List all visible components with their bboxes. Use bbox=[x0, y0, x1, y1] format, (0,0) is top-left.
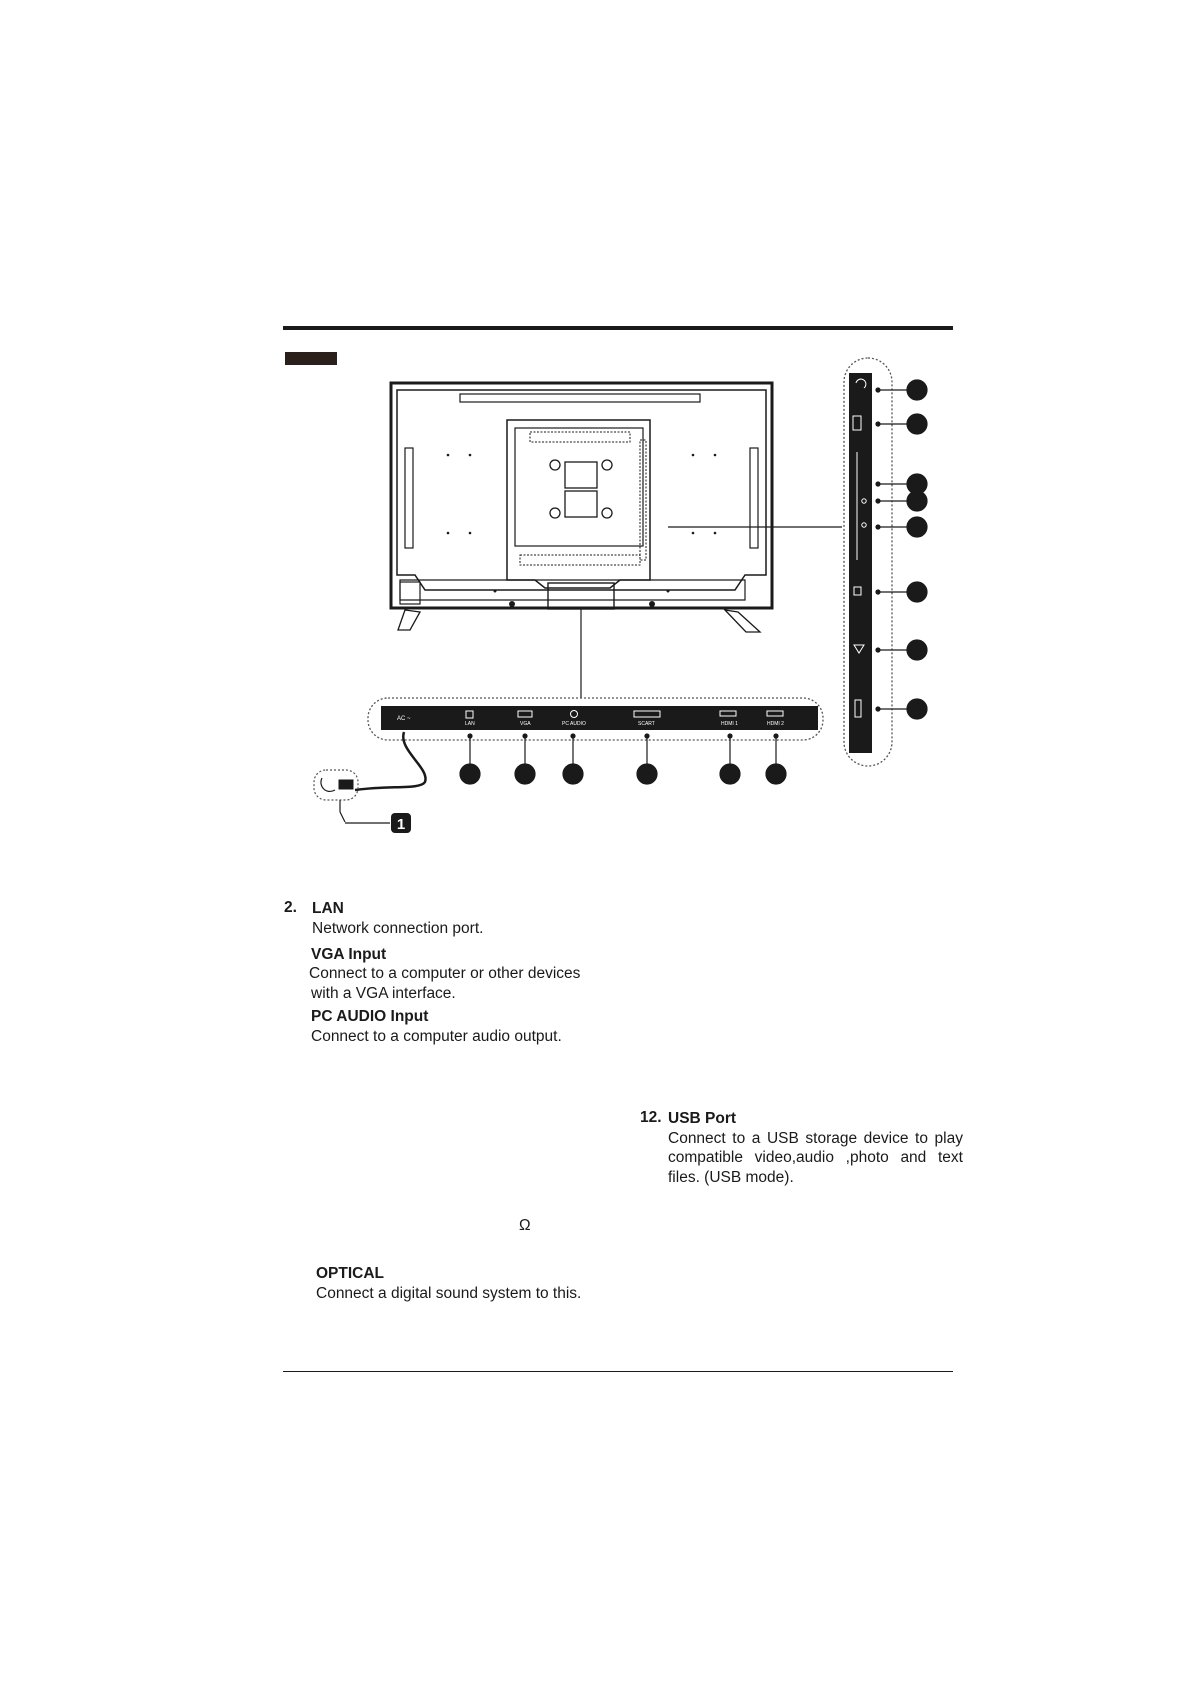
lan-number: 2. bbox=[284, 899, 297, 916]
usb-section bbox=[668, 1109, 963, 1187]
vga-body-line2: with a VGA interface. bbox=[311, 984, 456, 1002]
pc-audio-body: Connect to a computer audio output. bbox=[311, 1027, 562, 1045]
optical-section bbox=[316, 1264, 581, 1303]
tv-rear-body bbox=[391, 383, 772, 632]
optical-body: Connect a digital sound system to this. bbox=[316, 1284, 582, 1302]
lan-title: LAN bbox=[312, 900, 344, 917]
port-label-hdmi1: HDMI 1 bbox=[721, 721, 738, 727]
optical-title: OPTICAL bbox=[316, 1265, 385, 1282]
pc-audio-title: PC AUDIO Input bbox=[311, 1008, 429, 1025]
port-label-scart: SCART bbox=[638, 721, 655, 727]
bottom-rule bbox=[283, 1371, 953, 1372]
lan-section bbox=[312, 899, 483, 938]
bottom-port-strip bbox=[381, 706, 818, 730]
side-callouts bbox=[876, 380, 927, 719]
ohm-symbol: Ω bbox=[519, 1217, 531, 1234]
pc-audio-section bbox=[311, 1007, 562, 1046]
callout-1-label: 1 bbox=[396, 816, 406, 833]
panel-screw-dots bbox=[447, 454, 717, 607]
bottom-callouts bbox=[460, 734, 786, 784]
vga-body-line1: Connect to a computer or other devices bbox=[309, 965, 581, 982]
port-label-ac: AC ~ bbox=[397, 716, 411, 722]
lan-body: Network connection port. bbox=[312, 919, 484, 937]
port-label-lan: LAN bbox=[465, 721, 475, 727]
usb-number: 12. bbox=[640, 1109, 662, 1126]
port-label-pc-audio: PC AUDIO bbox=[562, 721, 586, 727]
usb-body: Connect to a USB storage device to play compatible video,audio ,photo and text files. (USB mode). bbox=[668, 1129, 963, 1186]
usb-title: USB Port bbox=[668, 1110, 737, 1127]
vga-title: VGA Input bbox=[311, 946, 387, 963]
port-label-vga: VGA bbox=[520, 721, 531, 727]
port-label-hdmi2: HDMI 2 bbox=[767, 721, 784, 727]
vga-body bbox=[309, 964, 580, 1003]
power-cord bbox=[314, 732, 426, 823]
